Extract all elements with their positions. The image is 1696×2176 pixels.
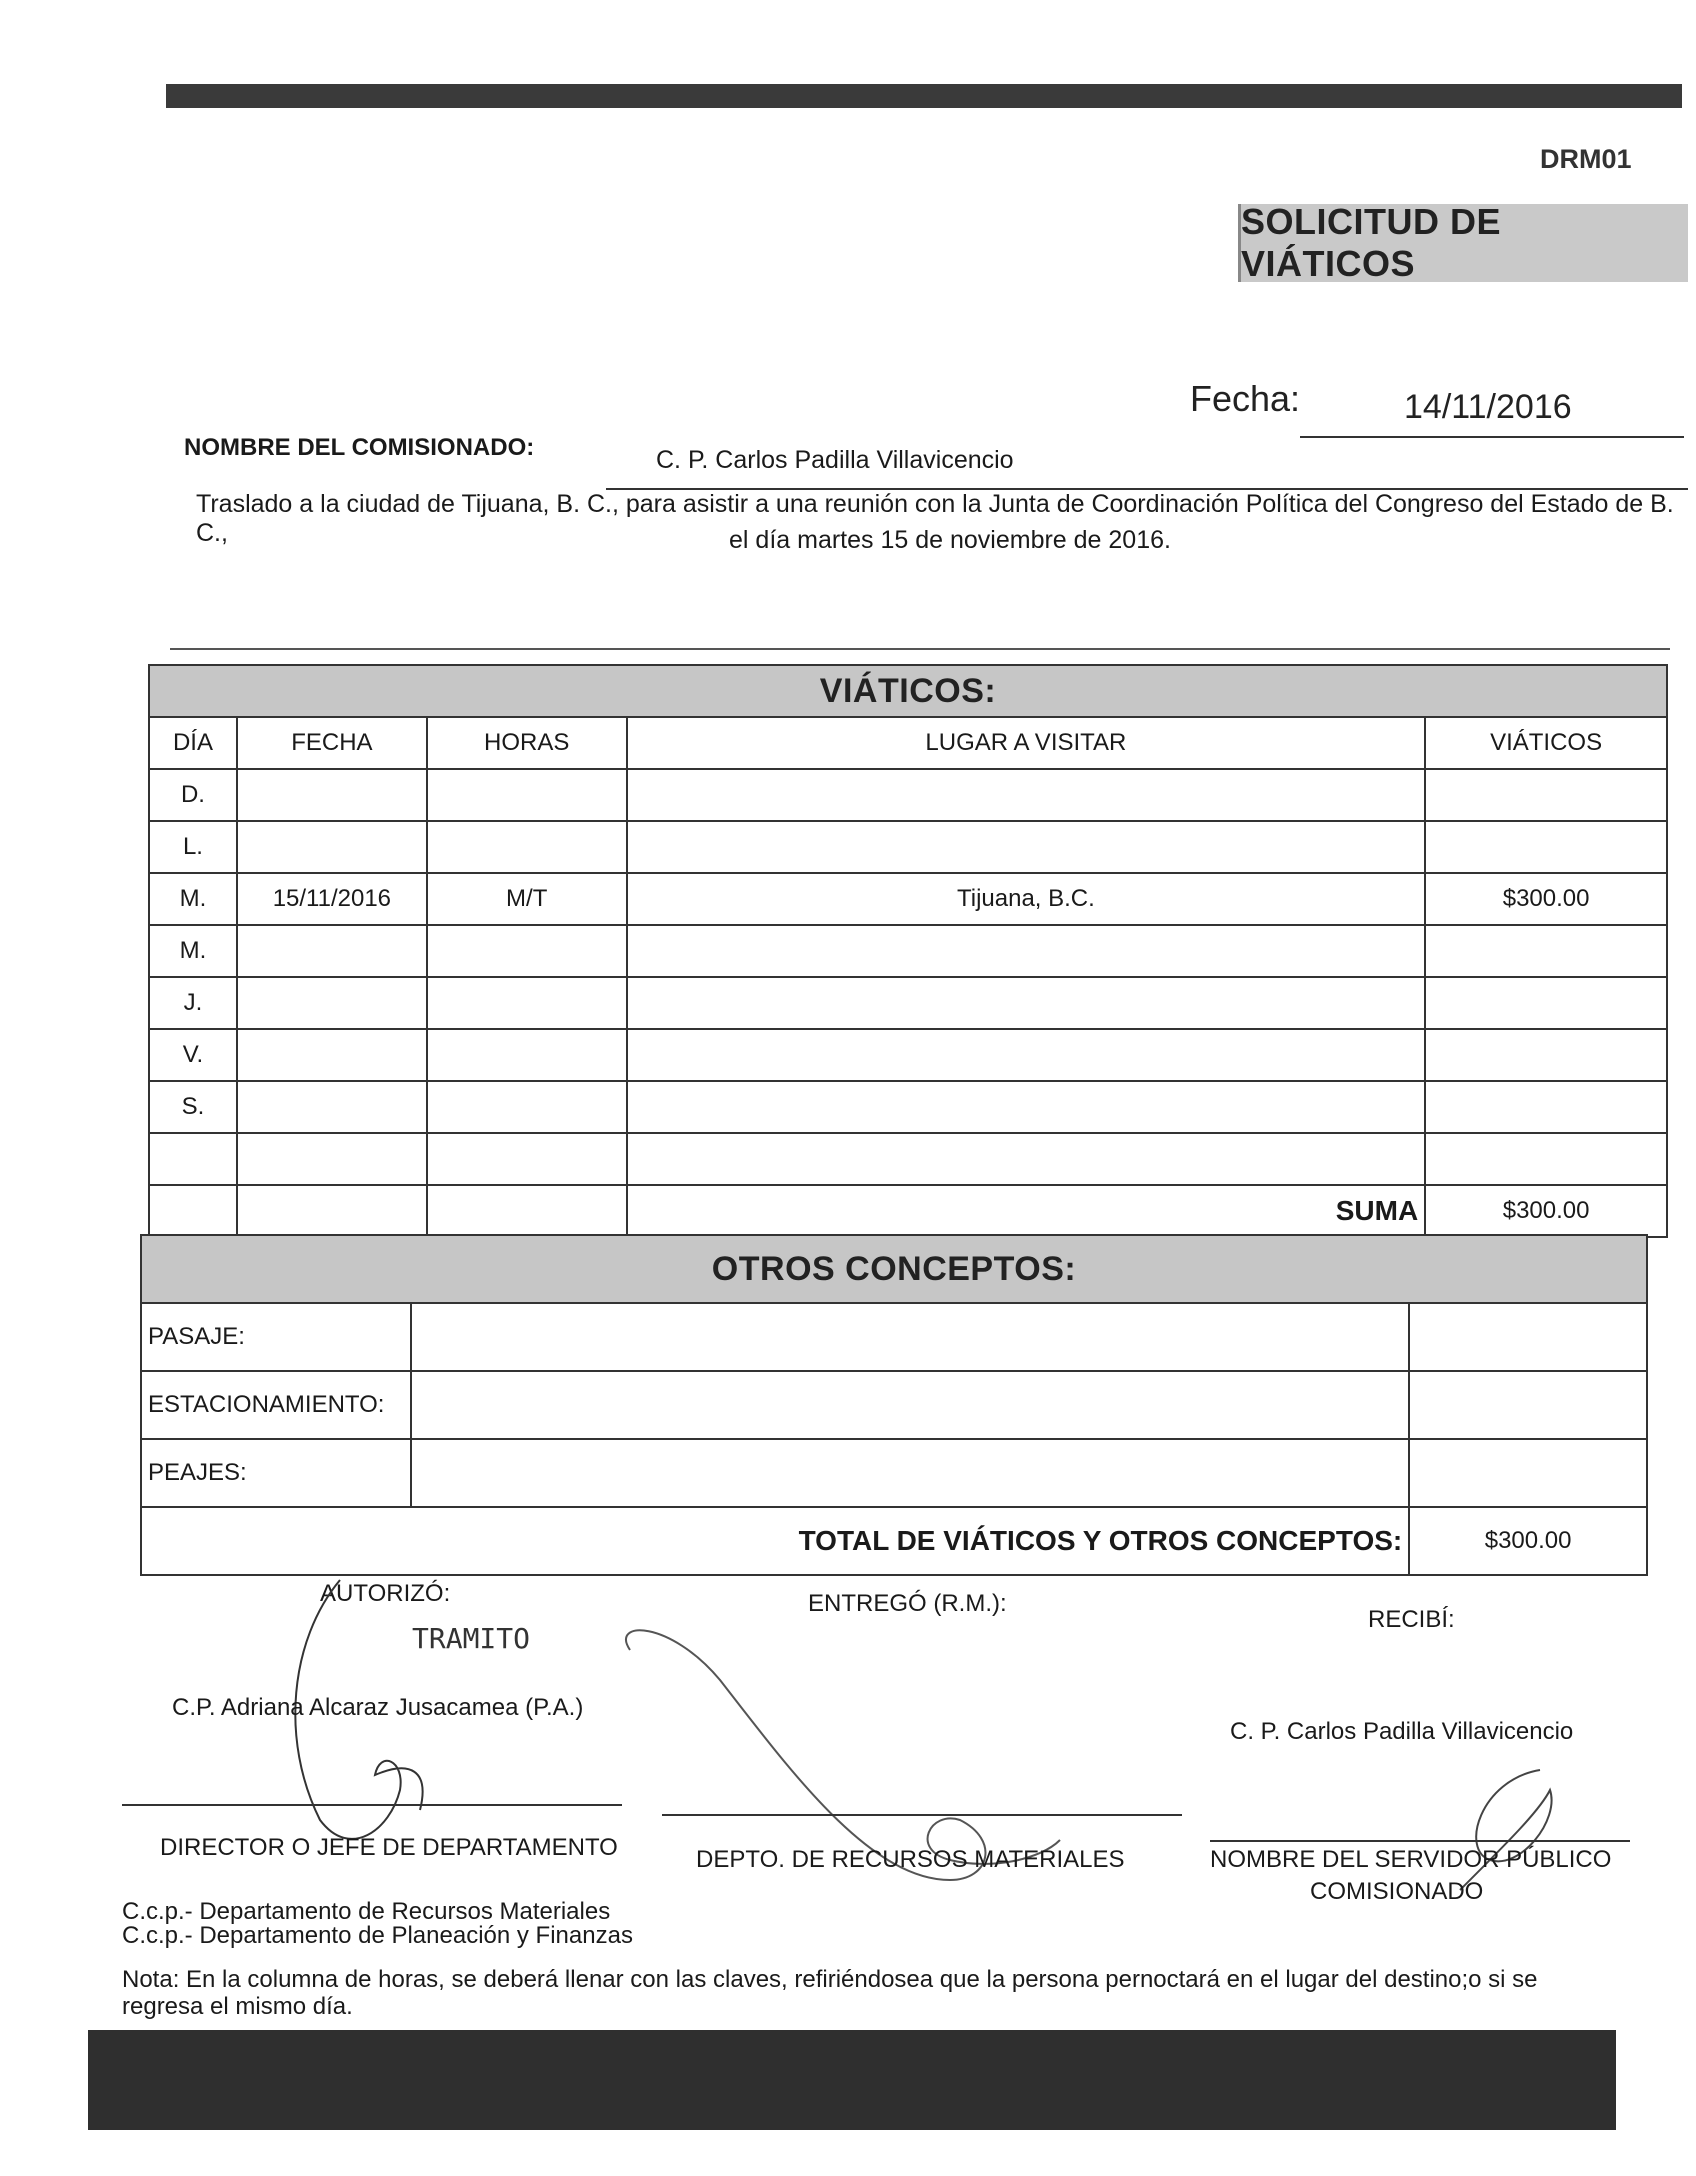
cell-monto [1425, 769, 1667, 821]
table-row [141, 1439, 1647, 1507]
cell-dia: V. [149, 1029, 237, 1081]
cell-lugar [627, 769, 1426, 821]
cell-fecha [237, 925, 427, 977]
empty-row [149, 1133, 1667, 1185]
cell-fecha [237, 821, 427, 873]
cell-monto: $300.00 [1425, 873, 1667, 925]
cell-dia: D. [149, 769, 237, 821]
cell-lugar [627, 1081, 1426, 1133]
form-code: DRM01 [1540, 144, 1632, 174]
bottom-scan-bar [88, 2030, 1616, 2130]
total-value: $300.00 [1409, 1507, 1647, 1575]
cell-dia: L. [149, 821, 237, 873]
cell-lugar [627, 1029, 1426, 1081]
cell-lugar: Tijuana, B.C. [627, 873, 1426, 925]
cell-fecha [237, 977, 427, 1029]
fecha-value: 14/11/2016 [1404, 388, 1572, 426]
otros-value-pasaje [1409, 1303, 1647, 1371]
ccp-recursos-materiales: C.c.p.- Departamento de Recursos Materiales [122, 1898, 611, 1925]
cell-dia: M. [149, 873, 237, 925]
cell-horas [427, 977, 627, 1029]
signature-line-3 [1210, 1840, 1630, 1842]
suma-row [149, 1185, 1667, 1237]
ccp-planeacion-finanzas: C.c.p.- Departamento de Planeación y Finanzas [122, 1922, 633, 1949]
autorizo-name: C.P. Adriana Alcaraz Jusacamea (P.A.) [172, 1694, 584, 1721]
otros-heading: OTROS CONCEPTOS: [141, 1235, 1647, 1303]
otros-value-estacionamiento [1409, 1371, 1647, 1439]
viaticos-heading: VIÁTICOS: [149, 665, 1667, 717]
header-fecha: FECHA [237, 717, 427, 769]
otros-label-peajes: PEAJES: [141, 1439, 411, 1507]
recibi-label: RECIBÍ: [1368, 1606, 1455, 1633]
otros-conceptos-table [140, 1234, 1648, 1576]
cell-monto [1425, 977, 1667, 1029]
form-title-box [1238, 201, 1688, 284]
footer-note: Nota: En la columna de horas, se deberá llenar con las claves, refiriéndosea que la persona pernoctará en el lugar del destino;o si se regresa el mismo día. [122, 1966, 1538, 2020]
signature-line-2 [662, 1814, 1182, 1816]
cell-monto [1425, 821, 1667, 873]
cell-fecha [237, 1081, 427, 1133]
entrego-position: DEPTO. DE RECURSOS MATERIALES [696, 1846, 1125, 1873]
header-lugar: LUGAR A VISITAR [627, 717, 1426, 769]
nombre-value: C. P. Carlos Padilla Villavicencio [656, 446, 1014, 474]
otros-label-pasaje: PASAJE: [141, 1303, 411, 1371]
autorizo-label: AUTORIZÓ: [320, 1580, 451, 1607]
header-viaticos: VIÁTICOS [1425, 717, 1667, 769]
cell-monto [1425, 1029, 1667, 1081]
nombre-label: NOMBRE DEL COMISIONADO: [184, 434, 535, 461]
recibi-position-line-1: NOMBRE DEL SERVIDOR PÚBLICO [1210, 1846, 1612, 1873]
table-row [149, 977, 1667, 1029]
cell-horas [427, 925, 627, 977]
cell-lugar [627, 925, 1426, 977]
viaticos-table [148, 664, 1668, 1238]
recibi-position-line-2: COMISIONADO [1310, 1878, 1484, 1905]
suma-value: $300.00 [1425, 1185, 1667, 1237]
cell-dia: J. [149, 977, 237, 1029]
cell-fecha [237, 1029, 427, 1081]
signature-entrego [610, 1620, 1080, 1920]
fecha-label: Fecha: [1190, 378, 1301, 419]
table-row [149, 1029, 1667, 1081]
total-label: TOTAL DE VIÁTICOS Y OTROS CONCEPTOS: [141, 1507, 1409, 1575]
otros-value-peajes [1409, 1439, 1647, 1507]
table-row [149, 873, 1667, 925]
cell-horas [427, 769, 627, 821]
motivo-line-1: Traslado a la ciudad de Tijuana, B. C., para asistir a una reunión con la Junta de Coordinación Política del Congreso del Estado de B. C., [196, 490, 1674, 547]
table-row [149, 769, 1667, 821]
cell-dia: M. [149, 925, 237, 977]
cell-horas [427, 1081, 627, 1133]
autorizo-position: DIRECTOR O JEFE DE DEPARTAMENTO [160, 1834, 618, 1861]
motivo-line-2: el día martes 15 de noviembre de 2016. [729, 526, 1171, 554]
top-scan-bar [166, 84, 1682, 108]
table-row [149, 1081, 1667, 1133]
entrego-label: ENTREGÓ (R.M.): [808, 1590, 1007, 1617]
otros-label-estacionamiento: ESTACIONAMIENTO: [141, 1371, 411, 1439]
table-row [149, 925, 1667, 977]
divider [170, 648, 1670, 650]
cell-monto [1425, 1081, 1667, 1133]
cell-fecha: 15/11/2016 [237, 873, 427, 925]
suma-label: SUMA [627, 1185, 1426, 1237]
viaticos-header-row [149, 717, 1667, 769]
table-row [149, 821, 1667, 873]
table-row [141, 1371, 1647, 1439]
cell-fecha [237, 769, 427, 821]
form-title: SOLICITUD DE VIÁTICOS [1241, 201, 1502, 284]
header-horas: HORAS [427, 717, 627, 769]
autorizo-handwritten-note: TRAMITO [412, 1622, 531, 1655]
recibi-name: C. P. Carlos Padilla Villavicencio [1230, 1718, 1574, 1745]
signature-line-1 [122, 1804, 622, 1806]
cell-horas: M/T [427, 873, 627, 925]
cell-monto [1425, 925, 1667, 977]
cell-horas [427, 821, 627, 873]
table-row [141, 1303, 1647, 1371]
cell-horas [427, 1029, 627, 1081]
header-dia: DÍA [149, 717, 237, 769]
cell-dia: S. [149, 1081, 237, 1133]
cell-lugar [627, 821, 1426, 873]
cell-lugar [627, 977, 1426, 1029]
fecha-underline [1300, 436, 1684, 438]
